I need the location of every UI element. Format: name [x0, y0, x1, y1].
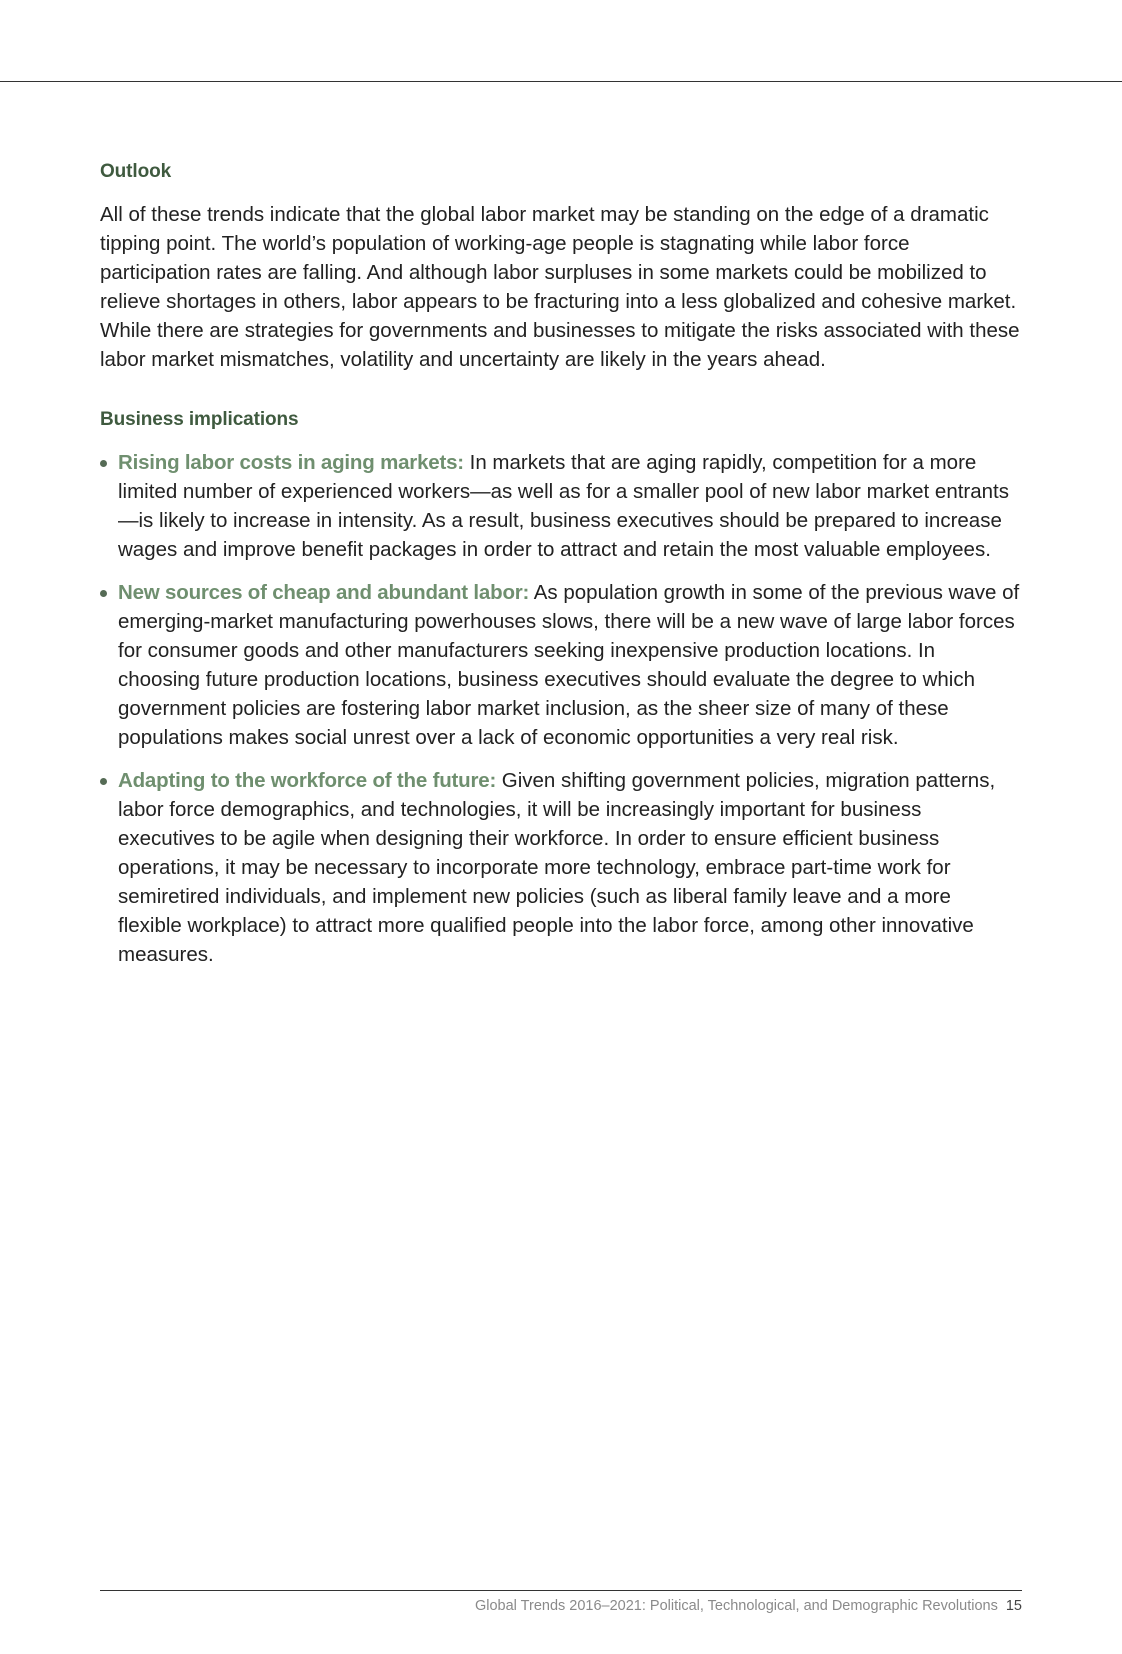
- list-item: [100, 766, 1020, 969]
- item-lead: Adapting to the workforce of the future:: [118, 769, 497, 792]
- top-divider: [0, 81, 1122, 82]
- outlook-paragraph: All of these trends indicate that the global labor market may be standing on the edge of a dramatic tipping point. The world’s population of working-age people is stagnating while labor force participation rates are falling. And although labor surpluses in some markets could be mobilized to relieve shortages in others, labor appears to be fracturing into a less globalized and cohesive market. While there are strategies for governments and businesses to mitigate the risks associated with these labor market mismatches, volatility and uncertainty are likely in the years ahead.: [100, 203, 1020, 371]
- item-text: In markets that are aging rapidly, competition for a more limited number of experienced workers—as well as for a smaller pool of new labor market entrants—is likely to increase in intensity. As a result, business executives should be prepared to increase wages and improve benefit packages in order to attract and retain the most valuable employees.: [118, 451, 1009, 561]
- page-footer: [475, 1598, 1022, 1614]
- footer-title: Global Trends 2016–2021: Political, Technological, and Demographic Revolutions: [474, 1598, 998, 1614]
- bullet-icon: [100, 778, 107, 785]
- item-text: Given shifting government policies, migration patterns, labor force demographics, and technologies, it will be increasingly important for business executives to be agile when designing their workforce. In order to ensure efficient business operations, it may be necessary to incorporate more technology, embrace part-time work for semiretired individuals, and implement new policies (such as liberal family leave and a more flexible workplace) to attract more qualified people into the labor force, among other innovative measures.: [118, 769, 996, 966]
- item-lead: Rising labor costs in aging markets:: [118, 451, 464, 474]
- list-item: [100, 578, 1020, 752]
- outlook-heading: Outlook: [100, 161, 172, 182]
- business-implications-heading: Business implications: [100, 409, 299, 430]
- list-item: [100, 448, 1020, 564]
- footer-divider: [100, 1590, 1022, 1591]
- item-text: As population growth in some of the previous wave of emerging-market manufacturing powerhouses slows, there will be a new wave of large labor forces for consumer goods and other manufacturers seeking inexpensive production locations. In choosing future production locations, business executives should evaluate the degree to which government policies are fostering labor market inclusion, as the sheer size of many of these populations makes social unrest over a lack of economic opportunities a very real risk.: [118, 581, 1020, 749]
- implications-list: [100, 448, 1020, 969]
- page-content: [100, 160, 1020, 983]
- item-lead: New sources of cheap and abundant labor:: [118, 581, 530, 604]
- bullet-icon: [100, 590, 107, 597]
- bullet-icon: [100, 460, 107, 467]
- page-number: 15: [1005, 1598, 1022, 1614]
